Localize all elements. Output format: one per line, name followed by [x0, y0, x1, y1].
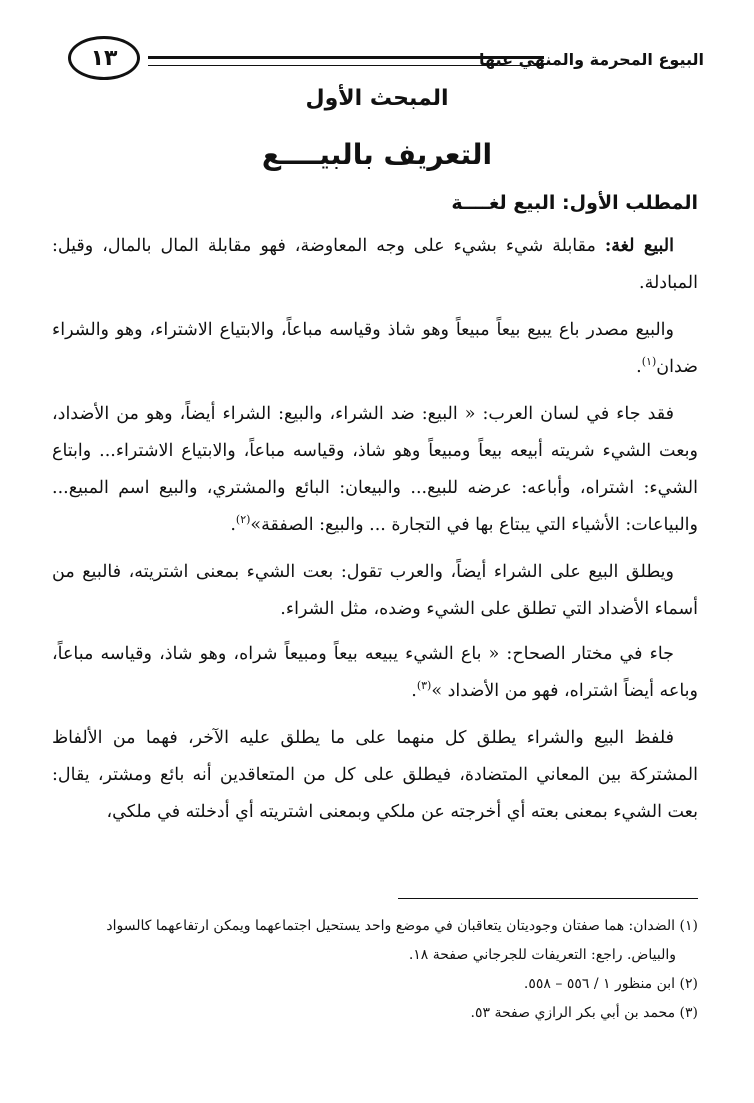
paragraph: والبيع مصدر باع يبيع بيعاً مبيعاً وهو شاذ وقياسه مباعاً، والابتياع الاشتراء، وهو والشراء ضدان$^{(١)}$.: [52, 320, 698, 377]
footnotes: [52, 912, 698, 1028]
paragraph: [52, 554, 698, 628]
footnote-1: (١) الضدان: هما صفتان وجوديتان يتعاقبان في موضع واحد يستحيل اجتماعهما ويمكن ارتفاعهما كالسواد: [106, 918, 698, 934]
page-number: ١٣: [68, 36, 140, 80]
paragraph-text: مقابلة شيء بشيء على وجه المعاوضة، فهو مقابلة المال بالمال، وقيل: المبادلة.: [52, 236, 698, 293]
footnote-separator: [398, 898, 698, 899]
footnote-3: (٣) محمد بن أبي بكر الرازي صفحة ٥٣.: [470, 1005, 698, 1021]
body-text: [52, 228, 698, 841]
footnote-ref: (٣): [416, 679, 432, 693]
paragraph-text: فقد جاء في لسان العرب: « البيع: ضد الشراء، والبيع: الشراء أيضاً، وهو من الأضداد، وبعت الشيء شريته أبيعه بيعاً ومبيعاً وهو شاذ، وقياسه مباعاً، والابتياع الاشتراء... وابتاع الشيء: اشتراه، وأباعه: عرضه للبيع... والبيعان: البائع والمشتري، والبيع اسم المبيع... والبياعات: الأشياء التي يبتاع بها في التجارة ... والبيع: الصفقة»: [52, 404, 698, 535]
paragraph-text: فلفظ البيع والشراء يطلق كل منهما على ما يطلق عليه الآخر، فهما من الألفاظ المشتركة بين المعاني المتضادة، فيطلق على كل من المتعاقدين أنه بائع ومشتر، يقال: بعت الشيء بمعنى بعته أي أخرجته عن ملكي وبمعنى اشتريته أي أدخلته في ملكي،: [52, 728, 698, 822]
chapter-title: التعريف بالبيــــع: [261, 138, 493, 171]
paragraph: [52, 228, 698, 302]
defined-term: البيع لغة:: [604, 236, 675, 256]
paragraph: [52, 720, 698, 831]
paragraph: فقد جاء في لسان العرب: « البيع: ضد الشراء، والبيع: الشراء أيضاً، وهو من الأضداد، وبعت الشيء شريته أبيعه بيعاً ومبيعاً وهو شاذ، وقياسه مباعاً، والابتياع الاشتراء... وابتاع الشيء: اشتراه، وأباعه: عرضه للبيع... والبيعان: البائع والمشتري، والبيع اسم المبيع... والبياعات: الأشياء التي يبتاع بها في التجارة ... والبيع: الصفقة»$^{(٢)}$.: [52, 404, 698, 535]
paragraph: جاء في مختار الصحاح: « باع الشيء يبيعه بيعاً ومبيعاً شراه، وهو شاذ، وقياسه مباعاً، وباعه أيضاً اشتراه، فهو من الأضداد »$^{(٣)}$.: [52, 644, 698, 701]
subheading: المطلب الأول: البيع لغــــة: [451, 192, 698, 214]
header-double-rule: [148, 56, 544, 66]
paragraph-text: جاء في مختار الصحاح: « باع الشيء يبيعه بيعاً ومبيعاً شراه، وهو شاذ، وقياسه مباعاً، وباعه أيضاً اشتراه، فهو من الأضداد »: [52, 644, 698, 701]
footnote-1-continued: والبياض. راجع: التعريفات للجرجاني صفحة ١٨.: [408, 947, 676, 963]
footnote-ref: (١): [641, 355, 657, 369]
running-header: [68, 36, 704, 86]
paragraph-text: والبيع مصدر باع يبيع بيعاً مبيعاً وهو شاذ وقياسه مباعاً، والابتياع الاشتراء، وهو والشراء ضدان: [52, 320, 698, 377]
running-title: البيوع المحرمة والمنهي عنها: [478, 50, 704, 69]
footnote-ref: (٢): [235, 513, 251, 527]
section-label: المبحث الأول: [305, 86, 449, 111]
footnote-2: (٢) ابن منظور ١ / ٥٥٦ – ٥٥٨.: [523, 976, 698, 992]
paragraph-text: ويطلق البيع على الشراء أيضاً، والعرب تقول: بعت الشيء بمعنى اشتريته، فالبيع من أسماء الأضداد التي تطلق على الشيء وضده، مثل الشراء.: [52, 562, 698, 619]
